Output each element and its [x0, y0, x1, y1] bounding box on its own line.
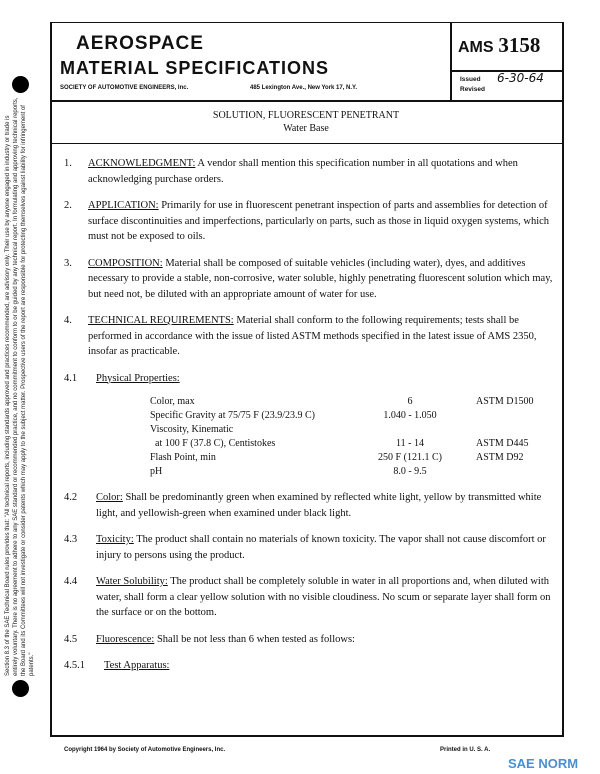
section-text: The product shall be completely soluble in water in all proportions and, when diluted with water, shall form a clear yellow solution with no visible cloudiness. No scum or separate layer shall form on the surface or on the bottom.: [96, 576, 551, 618]
section: [60, 313, 554, 360]
header-line1: AEROSPACE: [76, 33, 204, 54]
property-method: ASTM D1500: [476, 396, 534, 407]
property-name: Viscosity, Kinematic: [150, 424, 234, 435]
section-number: 4.5.1: [64, 660, 85, 671]
issue-labels: [460, 75, 485, 95]
section-heading: TECHNICAL REQUIREMENTS:: [88, 315, 234, 326]
property-value: 6: [407, 396, 413, 407]
section-heading: COMPOSITION:: [88, 257, 163, 269]
side-disclaimer: Section 8.3 of the SAE Technical Board rules provides that: "All technical reports, including standards approved and practices recommended, are advisory only. Their use by anyone engaged in industry or trade is entirely voluntary. There is no agreement to adhere to any SAE standard or recommended practice, and no commitment to conform to or be guided by any technical report. In formulating and approving technical reports, the Board and its Committees will not investigate or consider patents which may apply to the subject matter. Prospective users of the report are responsible for protecting themselves against liability for infringement of patents.": [5, 97, 35, 676]
property-method: ASTM D445: [476, 438, 529, 449]
section-text: Primarily for use in fluorescent penetrant inspection of parts and assemblies for detection of surface discontinuities and imperfections, particularly on parts, such as those in liquid oxygen systems, which must not be exposed to oils.: [88, 200, 550, 242]
section: [60, 156, 554, 187]
section-number: 3.: [64, 257, 72, 269]
section: [60, 256, 554, 303]
punch-hole: [12, 680, 29, 697]
property-row: [150, 437, 550, 451]
property-value: 1.040 - 1.050: [383, 410, 437, 421]
property-method: ASTM D92: [476, 452, 524, 463]
section-number: 4.5: [64, 633, 78, 645]
section: [60, 574, 554, 621]
section-heading: Physical Properties:: [96, 372, 180, 384]
property-value: 250 F (121.1 C): [378, 452, 442, 463]
section-paragraph: [96, 371, 554, 387]
section-number: 4.3: [64, 534, 78, 545]
header-line2: MATERIAL SPECIFICATIONS: [60, 58, 330, 78]
section: [60, 198, 554, 245]
section-heading: APPLICATION:: [88, 200, 159, 211]
spec-prefix: AMS: [458, 39, 494, 56]
section-paragraph: [88, 313, 554, 360]
society-address: 485 Lexington Ave., New York 17, N.Y.: [250, 85, 358, 91]
section-heading: Color:: [96, 492, 123, 503]
issued-label: Issued: [460, 76, 481, 83]
section-paragraph: [88, 198, 554, 245]
printed: Printed in U. S. A.: [440, 747, 491, 753]
section-number: 4.1: [64, 372, 78, 384]
property-name: Color, max: [150, 396, 195, 407]
divider: [50, 143, 562, 144]
section-heading: Water Solubility:: [96, 576, 168, 587]
section-text: Material shall conform to the following requirements; tests shall be performed in accordance with the issue of listed ASTM methods specified in the latest issue of AMS 2350, insofar as practicable.: [88, 315, 537, 357]
spec-number: [458, 33, 540, 58]
spec-digits: 3158: [498, 33, 541, 57]
section-paragraph: [104, 658, 554, 674]
property-value: 11 - 14: [396, 438, 424, 449]
section-paragraph: [96, 532, 554, 563]
section-text: Material shall be composed of suitable vehicles (including water), dyes, and additives necessary to provide a stable, non-corrosive, water soluble, highly penetrating fluorescent solution which may, but need not, be diluted with an appropriate amount of water for use.: [88, 257, 553, 300]
section-paragraph: [96, 632, 554, 648]
doc-subtitle: Water Base: [283, 123, 329, 134]
section-paragraph: [96, 490, 554, 521]
section-text: Shall be not less than 6 when tested as follows:: [154, 633, 355, 645]
section-number: 4.2: [64, 492, 78, 503]
property-value: 8.0 - 9.5: [393, 466, 427, 477]
section-number: 4.4: [64, 576, 78, 587]
property-row: [150, 465, 550, 479]
property-name: at 100 F (37.8 C), Centistokes: [150, 438, 276, 449]
section-heading: Fluorescence:: [96, 633, 155, 645]
section-heading: Test Apparatus:: [104, 660, 170, 671]
section: [60, 658, 554, 674]
section-text: The product shall contain no materials of known toxicity. The vapor shall not cause discomfort or injury to persons using the product.: [96, 534, 546, 561]
section-number: 2.: [64, 200, 72, 211]
section-paragraph: [96, 574, 554, 621]
document-body: [60, 156, 554, 685]
property-name: Specific Gravity at 75/75 F (23.9/23.9 C): [150, 410, 315, 421]
section-text: A vendor shall mention this specification number in all quotations and when acknowledging purchase orders.: [88, 158, 518, 185]
section: [60, 371, 554, 387]
punch-hole: [12, 76, 29, 93]
property-row: [150, 409, 550, 423]
properties-table: [150, 395, 554, 479]
section-heading: Toxicity:: [96, 534, 134, 545]
section-number: 1.: [64, 158, 72, 169]
issued-date: 6-30-64: [497, 71, 544, 85]
revised-label: Revised: [460, 86, 485, 93]
property-row: [150, 451, 550, 465]
property-row: [150, 395, 550, 409]
property-row: [150, 423, 550, 437]
section-paragraph: [88, 256, 554, 303]
section-text: Shall be predominantly green when examined by reflected white light, yellow by transmitted white light, and yellowish-green when examined under black light.: [96, 492, 542, 519]
watermark-logo: SAE NORM: [508, 756, 579, 771]
section-heading: ACKNOWLEDGMENT:: [88, 158, 196, 169]
copyright: Copyright 1964 by Society of Automotive Engineers, Inc.: [64, 747, 226, 753]
section: [60, 532, 554, 563]
section: [60, 632, 554, 648]
section-number: 4.: [64, 315, 72, 326]
section: [60, 490, 554, 521]
doc-title: SOLUTION, FLUORESCENT PENETRANT: [212, 110, 400, 121]
property-name: Flash Point, min: [150, 452, 216, 463]
property-name: pH: [150, 466, 163, 477]
society-name: SOCIETY OF AUTOMOTIVE ENGINEERS, Inc.: [60, 85, 189, 91]
section-paragraph: [88, 156, 554, 187]
